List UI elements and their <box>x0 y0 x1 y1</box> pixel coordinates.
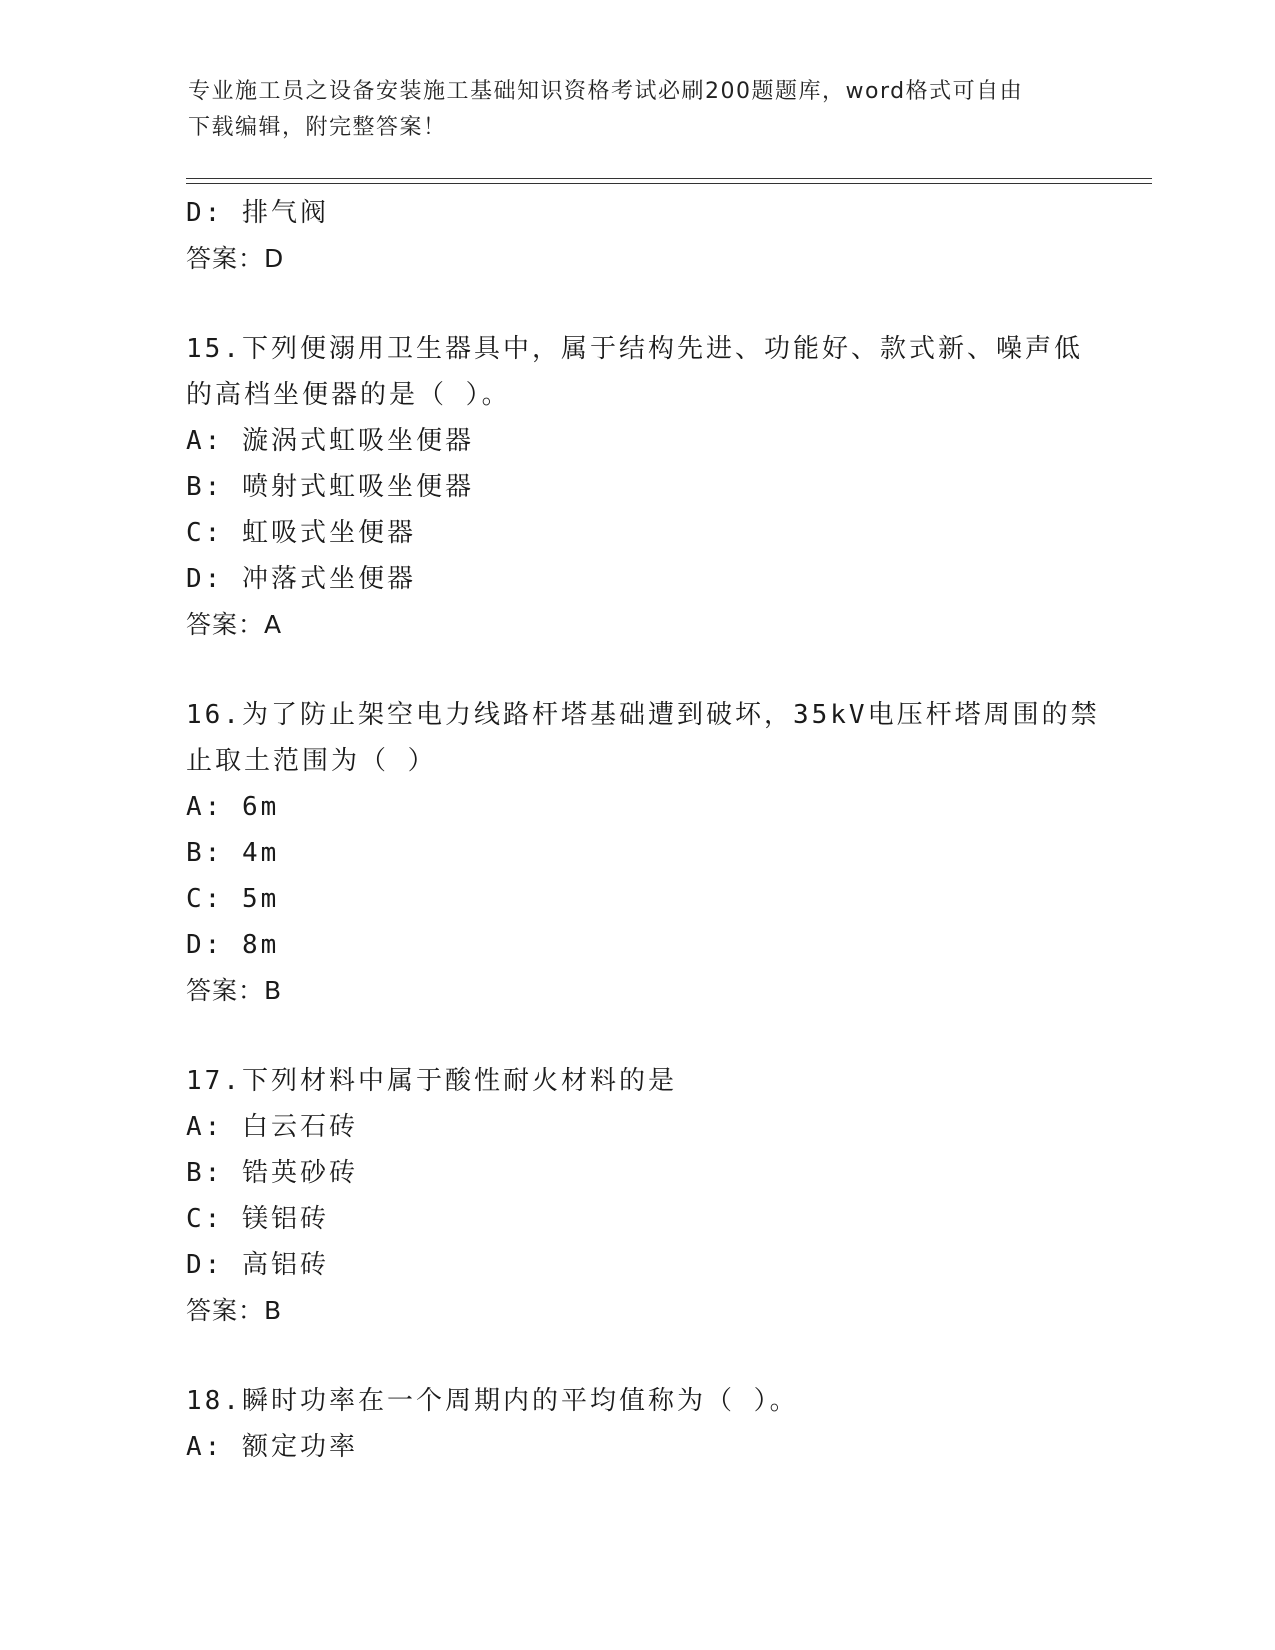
option-a: A: 6m <box>186 792 280 822</box>
answer-line: 答案：D <box>186 244 285 273</box>
question-17 <box>186 1058 1086 1334</box>
header-line-1: 专业施工员之设备安装施工基础知识资格考试必刷200题题库，word格式可自由 <box>188 79 1024 104</box>
question-stem-line-1: 15.下列便溺用卫生器具中，属于结构先进、功能好、款式新、噪声低 <box>186 334 1083 364</box>
question-stem-line-1: 18.瞬时功率在一个周期内的平均值称为（ ）。 <box>186 1386 799 1416</box>
option-b: B: 4m <box>186 838 280 868</box>
question-18 <box>186 1378 1086 1470</box>
option-d: D: 高铝砖 <box>186 1250 329 1280</box>
option-d: D: 8m <box>186 930 280 960</box>
option-c: C: 镁铝砖 <box>186 1204 329 1234</box>
option-c: C: 虹吸式坐便器 <box>186 518 416 548</box>
option-a: A: 漩涡式虹吸坐便器 <box>186 426 474 456</box>
question-stem-line-1: 16.为了防止架空电力线路杆塔基础遭到破坏，35kV电压杆塔周围的禁 <box>186 700 1100 730</box>
previous-question-tail <box>186 190 1086 282</box>
question-stem-line-1: 17.下列材料中属于酸性耐火材料的是 <box>186 1066 677 1096</box>
question-stem-line-2: 的高档坐便器的是（ ）。 <box>186 380 511 410</box>
header-rule-top <box>186 178 1152 179</box>
option-c: C: 5m <box>186 884 280 914</box>
header-line-2: 下载编辑，附完整答案！ <box>188 115 447 140</box>
option-a: A: 白云石砖 <box>186 1112 358 1142</box>
option-d: D: 排气阀 <box>186 198 329 228</box>
document-header <box>188 74 1088 146</box>
question-stem-line-2: 止取土范围为（ ） <box>186 746 437 776</box>
header-rule-bottom <box>186 183 1152 184</box>
question-15 <box>186 326 1086 648</box>
option-a: A: 额定功率 <box>186 1432 358 1462</box>
document-body <box>186 190 1100 1470</box>
answer-line: 答案：B <box>186 976 283 1005</box>
option-b: B: 锆英砂砖 <box>186 1158 358 1188</box>
option-b: B: 喷射式虹吸坐便器 <box>186 472 474 502</box>
option-d: D: 冲落式坐便器 <box>186 564 416 594</box>
question-16 <box>186 692 1100 1014</box>
answer-line: 答案：B <box>186 1296 283 1325</box>
answer-line: 答案：A <box>186 610 283 639</box>
